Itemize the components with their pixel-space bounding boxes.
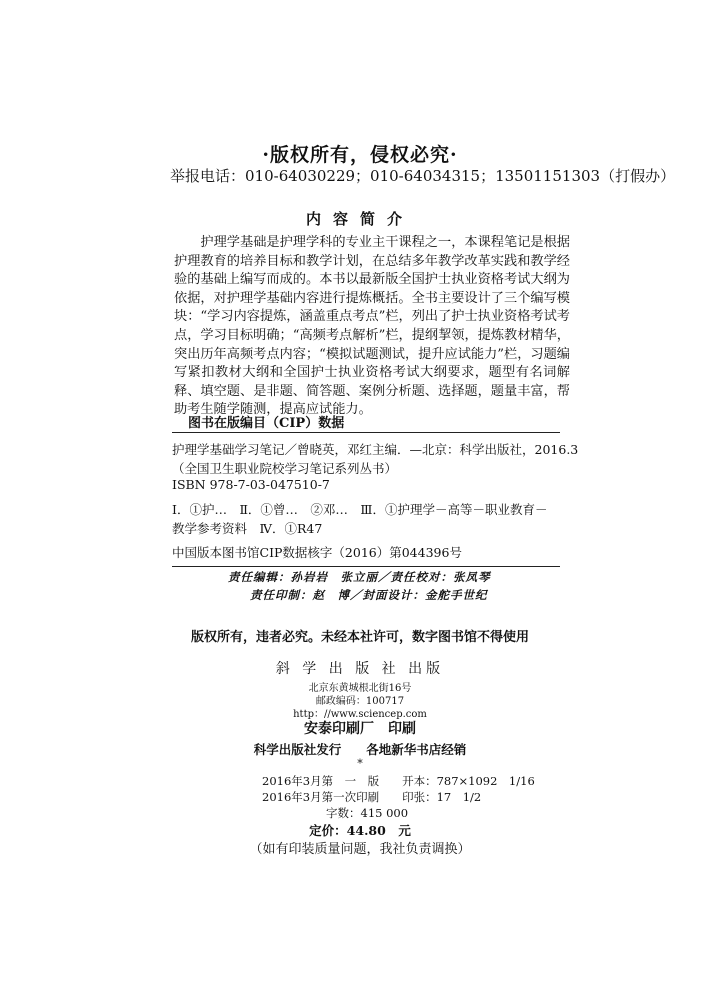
cip-bottom-rule: [172, 566, 560, 567]
cip-line-series: （全国卫生职业院校学习笔记系列丛书）: [172, 461, 398, 476]
publisher-address: 北京东黄城根北街16号: [308, 683, 412, 694]
distribution-info: 科学出版社发行 各地新华书店经销: [253, 742, 467, 757]
cip-line-subjects: Ⅰ．①护… Ⅱ．①曾… ②邓… Ⅲ．①护理学－高等－职业教育－: [172, 502, 548, 517]
cip-line-data-number: 中国版本图书馆CIP数据核字（2016）第044396号: [172, 545, 462, 560]
cip-heading: 图书在版编目（CIP）数据: [188, 416, 345, 431]
publisher-name: 斜 学 出 版 社 出版: [275, 661, 445, 677]
staff-production: 责任印制：赵 博／封面设计：金舵手世纪: [250, 588, 488, 602]
cip-line-isbn: ISBN 978-7-03-047510-7: [172, 477, 330, 492]
report-hotline: 举报电话：010-64030229；010-64034315；13501151303（打假办）: [170, 167, 676, 185]
summary-heading: 内容简介: [305, 210, 414, 228]
staff-editors: 责任编辑：孙岩岩 张立丽／责任校对：张凤琴: [228, 570, 491, 584]
rights-notice: 版权所有，违者必究。未经本社许可，数字图书馆不得使用: [190, 630, 529, 645]
cip-top-rule: [172, 432, 560, 433]
separator-star: *: [357, 757, 363, 770]
publisher-website: http：//www.sciencep.com: [293, 709, 427, 720]
word-count: 字数：415 000: [326, 806, 409, 820]
cip-line-title: 护理学基础学习笔记／曾晓英，邓红主编．—北京：科学出版社，2016.3: [172, 442, 579, 457]
price: 定价：44.80 元: [309, 823, 411, 838]
quality-note: （如有印装质量问题，我社负责调换）: [249, 842, 471, 857]
publisher-postcode: 邮政编码：100717: [315, 696, 405, 707]
printing-line: 2016年3月第一次印刷 印张：17 1/2: [262, 790, 482, 804]
summary-body: 护理学基础是护理学科的专业主干课程之一，本课程笔记是根据护理教育的培养目标和教学计划，在总结多年教学改革实践和教学经验的基础上编写而成的。本书以最新版全国护士执业资格考试大纲为依据，对护理学基础内容进行提炼概括。全书主要设计了三个编写模块：“学习内容提炼，涵盖重点考点”栏，列出了护士执业资格考试考点，学习目标明确；“高频考点解析”栏，提纲挈领，提炼教材精华，突出历年高频考点内容；“模拟试题测试，提升应试能力”栏，习题编写紧扣教材大纲和全国护士执业资格考试大纲要求，题型有名词解释、填空题、是非题、简答题、案例分析题、选择题，题量丰富，帮助考生随学随测，提高应试能力。: [174, 235, 570, 418]
printer-name: 安泰印刷厂 印刷: [304, 721, 416, 737]
cip-line-classification: 教学参考资料 Ⅳ．①R47: [172, 521, 323, 536]
edition-line: 2016年3月第 一 版 开本：787×1092 1/16: [262, 774, 535, 788]
copyright-title: ·版权所有，侵权必究·: [262, 144, 458, 166]
